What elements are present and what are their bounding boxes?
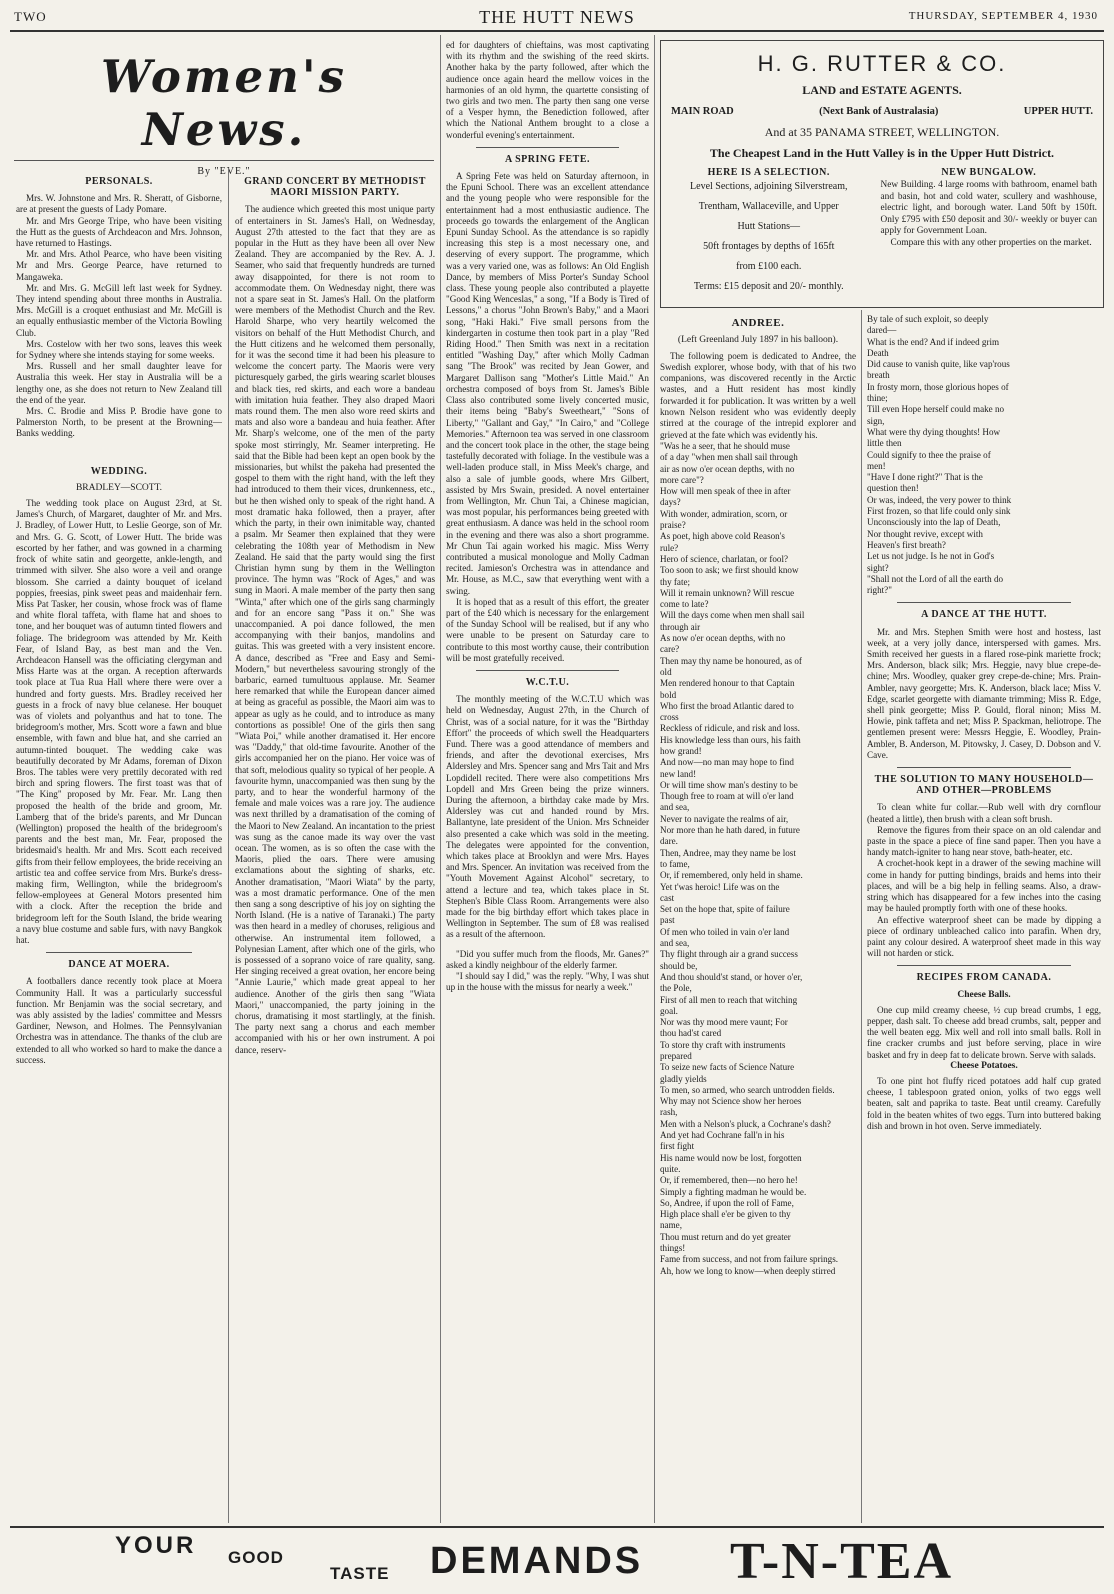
solution-tip: Remove the figures from their space on an old calendar and paste in the space a piece of fine sand paper. Then you have a handy match-igniter to hang near stove, bath-heater, etc. [867, 824, 1101, 858]
poem-line: Nor was thy mood mere vaunt; For [660, 1017, 788, 1028]
poem-line: And thou should'st stand, or hover o'er, [660, 971, 803, 982]
poem-line: past [660, 915, 675, 926]
poem-line: question then! [867, 483, 919, 494]
poem-line: Then may thy name be honoured, as of [660, 655, 802, 666]
fete-article: It is hoped that as a result of this effort, the greater part of the £40 which is necessary for the enlargement of the Sunday School will be realised, but if any who were unable to be present on Saturday care to contribute to this most worthy cause, their contribution will be most gratefully received. [446, 596, 649, 663]
banner-word-good: GOOD [228, 1548, 284, 1567]
poem-line: Did cause to vanish quite, like vap'rous [867, 359, 1010, 370]
poem-line: Men rendered honour to that Captain [660, 678, 795, 689]
personal-item: Mrs. Russell and her small daughter leave for Australia this week. Her stay in Australia will be a lengthy one, as she does not return to New Zealand till the end of the year. [16, 361, 222, 405]
poem-line: "Have I done right?" That is the [867, 472, 983, 483]
andree-subheading: (Left Greenland July 1897 in his balloon). [677, 335, 839, 346]
poem-line: By tale of such exploit, so deeply [867, 314, 989, 324]
ad-subtitle: LAND and ESTATE AGENTS. [802, 83, 962, 97]
column-1 [16, 172, 222, 1527]
poem-line: cast [660, 892, 675, 903]
byline: By "EVE." [197, 166, 251, 177]
tea-advertisement-banner [10, 1530, 1104, 1590]
wedding-article: The wedding took place on August 23rd, at St. James's Church, of Margaret, daughter of Mr. and Mrs. J. Bradley, of Lower Hutt, to Leslie George, son of Mr. and Mrs. G. G. Scott, of Lower Hutt. The bride was escorted by her father, and was gowned in a charming frock of white satin and georgette, ankle-length, and trimmed with silver. She also wore a veil and orange blossom. She carried a dainty bouquet of iceland poppies, freesias, pink sweet peas and maidenhair fern. Miss Pat Tasker, her cousin, whose frock was of flame and white floral taffeta, with flame hat and shoes to tone, and her bouquet was of autumn tinted flowers and foliage. The bridegroom was attended by Mr. Keith Fear, of Island Bay, as best man and the Ven. Archdeacon Hansell was the officiating clergyman and Miss Harte was at the organ. A reception afterwards took place at Tua Rua Hall where there were over a hundred and forty guests. Mrs. Bradley received her guests in a frock of navy blue celanese. Her bouquet was of violets and polyanthus and hat to tone. The bridegroom's mother, Mrs. Scott wore a fawn and blue ensemble, with fawn and blue hat, and she carried an autumn-tinted bouquet. The wedding cake was beautifully decorated by Mr Adams, foreman of Dixon Bros. The tables were very prettily decorated with red birch and spring flowers. The first toast was that of "The King" proposed by Mr. Fear. Mr. Lang then proposed the health of the bride and groom, Mr. Lamberg that of the bride's parents, and Mr Duncan (Wellington) proposed the health of the bridegroom's parents and the best man, Mr. Fear, proposed the bridesmaid's health. Mr and Mrs. Scott each received gifts from their fellow employees, the bride receiving an artistic tea and coffee service from Mrs. Burke's dress-making firm, Wellington, while the bridegroom's fellow-employees at General Motors presented him with a clock. After the reception the bride and bridegroom left for the South Island, the bride wearing a navy blue costume and sable furs, with navy Bangkok hat. [16, 498, 222, 945]
poem-line: Reckless of ridicule, and risk and loss. [660, 723, 800, 734]
poem-line: What were thy dying thoughts! How [867, 426, 1001, 437]
column-divider [654, 35, 655, 1523]
column-divider [861, 310, 862, 1523]
article-divider [897, 965, 1071, 966]
personal-item: Mrs. C. Brodie and Miss P. Brodie have gone to Palmerston North, to be present at the Browning—Banks wedding. [16, 406, 222, 439]
poem-line: Of men who toiled in vain o'er land [660, 926, 790, 937]
joke-line: "Did you suffer much from the floods, Mr. Ganes?" asked a kindly neighbour of the elderly farmer. [446, 948, 649, 970]
poem-line: To men, so armed, who search untrodden fields. [660, 1084, 835, 1095]
poem-line: Could signify to thee the praise of [867, 449, 991, 460]
poem-line: Thou must return and do yet greater [660, 1231, 791, 1242]
poem-line: Let us not judge. Is he not in God's [867, 551, 995, 562]
ad-address-line [661, 106, 1103, 117]
andree-poem-continued [867, 314, 1101, 596]
poem-line: praise? [660, 520, 686, 531]
poem-line: and sea, [660, 802, 690, 813]
poem-line: care? [660, 644, 680, 655]
newspaper-title: THE HUTT NEWS [479, 7, 635, 27]
poem-line: Thy flight through air a grand success [660, 949, 798, 960]
cheese-potatoes-recipe: To one pint hot fluffy riced potatoes add half cup grated cheese, 1 tablespoon grated onion, yolks of two eggs well beaten, salt and paprika to taste. Beat until creamy. Carefully fold in the beaten whites of two eggs. Turn into buttered baking dish and brown in hot oven. Serve immediately. [867, 1075, 1101, 1131]
poem-line: Will it remain unknown? Will rescue [660, 587, 795, 598]
poem-line: dared— [867, 325, 897, 336]
ad-upper-hutt: UPPER HUTT. [1023, 106, 1093, 117]
poem-line: and sea, [660, 938, 690, 949]
ad-company-name: H. G. RUTTER & CO. [757, 51, 1007, 76]
poem-line: thine; [867, 393, 888, 404]
poem-line: rash, [660, 1107, 678, 1118]
column-divider [228, 168, 229, 1523]
ad-selection [667, 166, 871, 294]
concert-continued: ed for daughters of chieftains, was most captivating with its rhythm and the swishing of the reed skirts. Another haka by the party followed, after which the audience once again heard the mellow voices in the harmonies of an old hymn, the quartette consisting of two girls and two men. The party then sang one verse of a Vesper hymn, the Benediction followed, after which the National Anthem brought to a close a wonderful evening's entertainment. [446, 40, 649, 140]
poem-line: first fight [660, 1141, 695, 1152]
cheese-balls-recipe: One cup mild creamy cheese, ½ cup bread crumbs, 1 egg, pepper, dash salt. To cheese add bread crumbs, salt, pepper and the well beaten egg. Mix well and roll into small balls. Roll in fine cracker crumbs and just before serving, place in wire basket and fry in deep fat to delicate brown. Serve with salads. [867, 1004, 1101, 1060]
poem-line: Why may not Science show her heroes [660, 1096, 802, 1107]
poem-line: Nor thought revive, except with [867, 528, 983, 539]
personal-item: Mr. and Mrs. G. McGill left last week for Sydney. They intend spending about three months in Australia. Mrs. McGill is a croquet enthusiast and Mr. McGill is an equally enthusiastic member of the Victoria Bowling Club. [16, 282, 222, 338]
poem-line: of a day "when men shall sail through [660, 452, 798, 463]
personal-item: Mrs. W. Johnstone and Mrs. R. Sheratt, of Gisborne, are at present the guests of Lady Pomare. [16, 193, 222, 215]
poem-line: goal. [660, 1005, 678, 1016]
banner-brand-tea: T-N-TEA [730, 1533, 954, 1590]
ad-bungalow [881, 166, 1097, 294]
poem-line: things! [660, 1243, 686, 1254]
andree-intro: The following poem is dedicated to Andree, the Swedish explorer, whose body, with that of his two companions, was discovered recently in the Arctic wastes, and a Hutt resident has most kindly forwarded it for publication. It was written by a well known Nelson resident who was evidently deeply stirred at the courage of the intrepid explorer and grieved at the fate which was evidently his. [660, 350, 856, 440]
banner-word-taste: TASTE [330, 1564, 390, 1583]
column-divider [440, 35, 441, 1523]
wctu-article: The monthly meeting of the W.C.T.U which was held on Wednesday, August 27th, in the Church of Christ, was of a social nature, for it was the "Birthday Effort" the proceeds of which swell the Headquarters Fund. There was a good attendance of members and friends, and after the devotional exercises, Mrs Aldersley and Mrs. Spencer sang and Mrs Tait and Mrs Lopdidell recited. There were also competitions Mrs Lopdell and Mrs Green being the prize winners. During the afternoon, a birthday cake made by Mrs. Aldersley was cut and handed round by Mrs. Ballantyne, late president of the Union. Mrs Schneider also presented a cake which was sold in the meeting. The delegates were appointed for the convention, which takes place at Brooklyn and were Mrs. Hayes and Mrs. Spencer. An invitation was received from the "Youth Movement Against Alcohol" secretary, to attend a lecture and tea, which takes place in St. Stephen's Bible Class Room. Arrangements were also made for the big birthday effort which takes place in Wellington in September. The sum of £8 was realised as a result of the afternoon. [446, 694, 649, 940]
poem-line: To store thy craft with instruments [660, 1039, 786, 1050]
solution-tip: To clean white fur collar.—Rub well with dry cornflour (heated a little), then brush with a clean soft brush. [867, 802, 1101, 824]
poem-line: First of all men to reach that witching [660, 994, 798, 1005]
section-masthead [14, 50, 434, 177]
poem-line: come to late? [660, 599, 709, 610]
hutt-dance-heading: A DANCE AT THE HUTT. [921, 609, 1047, 621]
wedding-subheading: BRADLEY—SCOTT. [75, 482, 163, 493]
ad-bank-note: (Next Bank of Australasia) [819, 106, 939, 117]
ad-selection-heading: HERE IS A SELECTION. [707, 167, 830, 178]
ad-branch: And at 35 PANAMA STREET, WELLINGTON. [764, 125, 1000, 139]
poem-line: High place shall e'er be given to thy [660, 1209, 791, 1220]
poem-line: bold [660, 689, 677, 700]
ad-selection-line: 50ft frontages by depths of 165ft [703, 241, 835, 252]
poem-line: Too soon to ask; we first should know [660, 565, 799, 576]
poem-line: Then, Andree, may they name be lost [660, 847, 796, 858]
poem-line: Or will time show man's destiny to be [660, 779, 798, 790]
poem-line: sign, [867, 415, 885, 426]
ad-selection-line: Terms: £15 deposit and 20/- monthly. [693, 281, 844, 292]
ad-selection-line: Level Sections, adjoining Silverstream, [690, 181, 848, 192]
article-divider [476, 147, 619, 148]
ad-selection-line: Hutt Stations— [737, 221, 801, 232]
poem-line: And now—no man may hope to find [660, 757, 794, 768]
poem-line: should be, [660, 960, 698, 971]
article-divider [476, 670, 619, 671]
solution-tip: An effective waterproof sheet can be made by dipping a piece of ordinary unbleached calico into parafin. When dry, paint any colour desired. A waterproof sheet made in this way will not harden or stick. [867, 914, 1101, 959]
poem-line: thou had'st cared [660, 1028, 722, 1039]
recipes-heading: RECIPES FROM CANADA. [916, 972, 1052, 984]
poem-line: Set on the hope that, spite of failure [660, 904, 790, 915]
poem-line: little then [867, 438, 902, 449]
column-2 [235, 172, 435, 1527]
poem-line: What is the end? And if indeed grim [867, 336, 1000, 347]
poem-line: Simply a fighting madman he would be. [660, 1186, 807, 1197]
andree-heading: ANDREE. [731, 317, 785, 329]
personals-heading: PERSONALS. [85, 176, 153, 187]
poem-line: new land! [660, 768, 697, 779]
poem-line: Or, if remembered, only held in shame. [660, 870, 803, 881]
ad-bungalow-text: New Building. 4 large rooms with bathroom, enamel bath and basin, hot and cold water, scullery and washhouse, electric light, and borough water. Land 50ft by 150ft. Only £795 with £50 deposit and 30/- weekly or buyer can apply for Government Loan. [880, 180, 1097, 236]
poem-line: more care"? [660, 474, 704, 485]
personal-item: Mr. and Mrs. Athol Pearce, who have been visiting Mr and Mrs. George Pearce, have returned to Mangaweka. [16, 249, 222, 282]
wedding-heading: WEDDING. [90, 465, 148, 477]
ad-selection-line: from £100 each. [736, 261, 802, 272]
ad-selection-line: Trentham, Wallaceville, and Upper [698, 201, 839, 212]
poem-line: "Was he a seer, that he should muse [660, 440, 790, 451]
poem-line: With wonder, admiration, scorn, or [660, 508, 788, 519]
poem-line: Heaven's first breath? [867, 539, 946, 550]
poem-line: prepared [660, 1051, 692, 1061]
poem-line: Ah, how we long to know—when deeply stirred [660, 1265, 836, 1276]
joke-line: "I should say I did," was the reply. "Why, I was shut up in the house with the missus for nearly a week." [446, 971, 649, 993]
poem-line: First frozen, so that life could only sink [867, 506, 1011, 517]
banner-word-your: YOUR [115, 1532, 197, 1559]
concert-article: The audience which greeted this most unique party of entertainers in St. James's Hall, on Wednesday, August 27th attested to the fact that they are as popular in the Hutt as they have been all over New Zealand. They are accompanied by the Rev. A. J. Seamer, who said that frequently hundreds are turned away disappointed, for there is not room to accommodate them. On Wednesday night, there was not a spare seat in St. James's Hall. On the platform were members of the Methodist Church and the Rev. Harold Sharpe, who very heartily welcomed the visitors on behalf of the Hutt Methodist Church, and the Hutt citizens and he welcomed them personally, for it was the second time it had been his pleasure to welcome the concert party. The Maoris were very picturesquely garbed, the girls wearing scarlet blouses and black ties, red skirts, and each wore a bandeau with imitation huia feather. They also draped Maori mats round them. The men also wore reed skirts and mats and also wore a bandeau and huia feather. After Mr. Sharp's welcome, one of the men of the party spoke most stirringly, Mr. Seamer interpreting. He said that the Bible had been kept an open book by the missionaries, but whilst the pakeha had presented the gospel to them with the right hand, with the left they had introduced to them their vices, drunkenness, etc., but he then wished only to speak of the right hand. A most dramatic haka followed, then a prayer, after which the party, in their own inimitable way, chanted a psalm. Mr Seamer then explained that they were celebrating the 108th year of Methodism in New Zealand. He said that the party would sing the first Christian hymn sung by them in the Wellington province. The hymn was "Rock of Ages," and was sung in Maori. A male member of the party then sang "Winta," after which one of the girls sang charmingly and for an encore sang "Pass it on." She was unaccompanied. A poi dance followed, the men accompanying with their banjos, mandolins and guitas. This was greeted with a very insistent encore. A dance, described as "Free and Easy and Semi-Modern," but nevertheless savouring strongly of the barbaric, earned tumultuous applause. Mr. Seamer here remarked that while the European dancer aimed at being as graceful as possible, the Maori aim was to appear as ugly as he could, and to introduce as many contortions as possible! One of the girls then sang "Wiata Poi," while another dramatised it. Her encore was "Daddy," that old-time favourite. Another of the girls accompanied her on the piano. Her voice was of that soft, melodious quality so typical of her people. A favourite hymn, unaccompanied was then sung by the party, and to hear the wonderful harmony of the female and male voices was a rare joy. The audience was next thrilled by a dramatisation of the coming of the Maori to New Zealand. An incantation to the priest was sung as the canoe made its way over the vast ocean. The women, as is so often the case with the Maoris, plied the oars. There were amusing exclamations about the sighting of sharks, etc. Another dramatisation, "Maori Wiata" by the party, was a most dramatic performance. One of the men then sang a song descriptive of his joy on sighting the North Island. (He is a native of Taranaki.) The party was then heard in a medley of choruses, religious and otherwise. An instrumental item followed, a Polynesian Lament, after which one of the girls, who is possessed of a soprano voice of rare quality, sang. Her singing received a great ovation, her encore being "Annie Laurie," which made great appeal to her audience. Another of the girls then sang "Wiata Maori," unaccompanied, the party joining in the chorus, dramatising it most startlingly, at the finish. The party next sang a chorus and each member accompanied with his or her own instrument. A poi dance, reserv- [235, 204, 435, 1055]
poem-line: to fame, [660, 858, 690, 869]
ad-bungalow-heading: NEW BUNGALOW. [941, 167, 1037, 178]
poem-line: So, Andree, if upon the roll of Fame, [660, 1197, 794, 1208]
concert-heading: GRAND CONCERT BY METHODIST MAORI MISSION PARTY. [244, 176, 426, 199]
poem-line: men! [867, 460, 886, 471]
poem-line: rule? [660, 542, 679, 553]
poem-line: name, [660, 1220, 682, 1231]
poem-line: To seize new facts of Science Nature [660, 1062, 795, 1073]
fete-heading: A SPRING FETE. [504, 153, 591, 165]
poem-line: Till even Hope herself could make no [867, 404, 1005, 415]
poem-line: Though free to roam at will o'er land [660, 791, 794, 802]
poem-line: Men with a Nelson's pluck, a Cochrane's dash? [660, 1118, 831, 1129]
poem-line: Who first the broad Atlantic dared to [660, 700, 794, 711]
poem-line: the Pole, [660, 983, 692, 994]
article-divider [897, 602, 1071, 603]
ad-columns [661, 166, 1103, 294]
page-number: TWO [14, 9, 47, 24]
moera-heading: DANCE AT MOERA. [68, 959, 170, 971]
section-title: Women's News. [101, 50, 347, 156]
masthead-rule [14, 160, 434, 161]
poem-line: As now o'er ocean depths, with no [660, 633, 786, 644]
wctu-heading: W.C.T.U. [525, 676, 570, 688]
ad-main-road: MAIN ROAD [671, 106, 734, 117]
poem-line: Or was, indeed, the very power to think [867, 494, 1012, 505]
poem-line: And yet had Cochrane fall'n in his [660, 1130, 785, 1141]
poem-line: Nor more than he hath dared, in future [660, 825, 800, 836]
poem-line: Death [867, 347, 889, 358]
column-5 [867, 314, 1101, 1526]
andree-poem [660, 441, 856, 1277]
poem-line: breath [867, 370, 890, 381]
poem-line: cross [660, 712, 679, 723]
poem-line: Never to navigate the realms of air, [660, 813, 789, 824]
poem-line: thy fate; [660, 576, 691, 587]
poem-line: dare. [660, 836, 678, 847]
poem-line: right?" [867, 585, 892, 596]
poem-line: old [660, 666, 672, 677]
personal-item: Mr. and Mrs George Tripe, who have been visiting the Hutt as the guests of Archdeacon and Mrs. Johnson, have returned to Hastings. [16, 215, 222, 249]
hutt-dance-article: Mr. and Mrs. Stephen Smith were host and hostess, last week, at a very jolly dance, interspersed with games. Mrs. Smith received her guests in a flared rose-pink mariette frock; Mrs. Anderson, black silk; Mrs. Heggie, navy blue crepe-de-chine; Mrs. Woodley, quaker grey crepe-de-chine; Mrs. Prain-Ambler, navy georgette; Mrs. K. Anderson, black lace; Miss V. Edge, scarlet georgette with diamante trimming; Miss R. Edge, shell pink georgette; Miss P. Gould, floral ninon; Miss M. Howie, pink taffeta and net; Miss P. Spackman, heliotrope. The gentlemen present were: Messrs Heggie, E. Woodley, Prain-Ambler, B. Anderson, M. Pitowsky, J. Casey, D. Dobson and V. Cave. [867, 626, 1101, 760]
poem-line: "Shall not the Lord of all the earth do [867, 573, 1004, 584]
ad-tagline: The Cheapest Land in the Hutt Valley is in the Upper Hutt District. [709, 146, 1055, 160]
poem-line: how grand! [660, 745, 702, 756]
cheese-balls-heading: Cheese Balls. [957, 989, 1011, 1000]
article-divider [897, 767, 1071, 768]
poem-line: days? [660, 497, 681, 508]
poem-line: Unconsciously into the lap of Death, [867, 517, 1001, 528]
poem-line: As poet, high above cold Reason's [660, 531, 785, 542]
banner-rule [10, 1526, 1104, 1528]
column-3 [446, 40, 649, 1525]
poem-line: gladly yields [660, 1073, 707, 1084]
poem-line: How will men speak of thee in after [660, 486, 791, 497]
article-divider [46, 952, 192, 953]
poem-line: sight? [867, 562, 889, 573]
poem-line: His name would now be lost, forgotten [660, 1152, 802, 1163]
rutter-advertisement [660, 40, 1104, 308]
personal-item: Mrs. Costelow with her two sons, leaves this week for Sydney where she intends staying for some weeks. [16, 338, 222, 361]
header-rule [10, 30, 1104, 32]
poem-line: His knowledge less than ours, his faith [660, 734, 801, 745]
poem-line: air as now o'er ocean depths, with no [660, 463, 795, 474]
poem-line: Will the days come when men shall sail [660, 610, 805, 621]
fete-article: A Spring Fete was held on Saturday afternoon, in the Epuni School. There was an excellent attendance and the young people who were responsible for the entertainment had a most enthusiastic audience. The proceeds go towards the enlargement of the Anglican Epuni Sunday School. As the attendance is so rapidly increasing this step is a most necessary one, and deserving of every support. The programme, which was a very varied one, was as follows: An Old English Dance, by members of Miss Porter's Sunday School class. These young people also contributed a playette "Good King Wenceslas," a song, "If a Body is Tired of Lessons," a chorus "John Brown's Baby," and a Maori song, "Haki Haki." Five small persons from the kindergarten in costume then took part in a play "Red Riding Hood." Then Smith was next in a recitation entitled "Washing Day," after which Molly Cadman sang "The Brook" was recited by Jean Gower, and Margaret Dallison sang "Mother's Little Maid." An orchestra composed of boys from St. James's Bible Class also contributed some lively concerted music, their items being "Baby's Sweetheart," "Sons of Liberty," "Gallant and Gay," "In Cairo," and "College Memories." Afternoon tea was served in one classroom and the concert took place in the other, the stage being tastefully decorated with foliage. In the vestibule was a well-laden produce stall, in Miss Meek's charge, and also a sale of jumble goods, where Mrs Gilbert, assisted by Mrs Swain, presided. A novel entertainer from Wellington, Mr. Chun Tai, a Chinese magician, was most popular, his performances being greeted with great enthusiasm. A dance was held in the school room in the evening and there was also a short programme. Mr Chun Tai again worked his magic. Miss Werry contributed a musical monologue and Molly Cadman recited. Jamieson's Orchestra was in attendance and Mr. House, as M.C., saw that everything went with a swing. [446, 171, 649, 596]
cheese-potatoes-heading: Cheese Potatoes. [950, 1060, 1018, 1071]
solutions-heading: THE SOLUTION TO MANY HOUSEHOLD—AND OTHER—PROBLEMS [874, 774, 1094, 797]
column-4 [660, 314, 856, 1526]
ad-bungalow-compare: Compare this with any other properties on the market. [890, 237, 1092, 248]
poem-line: Or, if remembered, then—no hero he! [660, 1175, 798, 1186]
poem-line: through air [660, 621, 701, 632]
moera-article: A footballers dance recently took place at Moera Community Hall. It was a particularly successful function. Mr Benjamin was the social secretary, and was ably assisted by the ladies' committee and Messrs Gardiner, Newson, and Holmes. The Pennsylvanian Orchestra was in attendance. The thanks of the club are extended to all who worked so hard to make the dance a success. [16, 976, 222, 1065]
poem-line: quite. [660, 1163, 681, 1174]
solution-tip: A crochet-hook kept in a drawer of the sewing machine will come in handy for putting bindings, braids and hems into their places, and will be a big help in felling seams. Also, a draw-string which has disappeared for a few inches into the casing may be hauled promptly forth with one of these hooks. [867, 858, 1101, 914]
poem-line: In frosty morn, those glorious hopes of [867, 381, 1009, 392]
poem-line: Hero of science, charlatan, or fool? [660, 553, 789, 564]
poem-line: Fame from success, and not from failure springs. [660, 1254, 839, 1265]
banner-word-demands: DEMANDS [430, 1540, 644, 1582]
issue-date: THURSDAY, SEPTEMBER 4, 1930 [908, 10, 1098, 22]
poem-line: Yet t'was heroic! Life was on the [660, 881, 780, 892]
